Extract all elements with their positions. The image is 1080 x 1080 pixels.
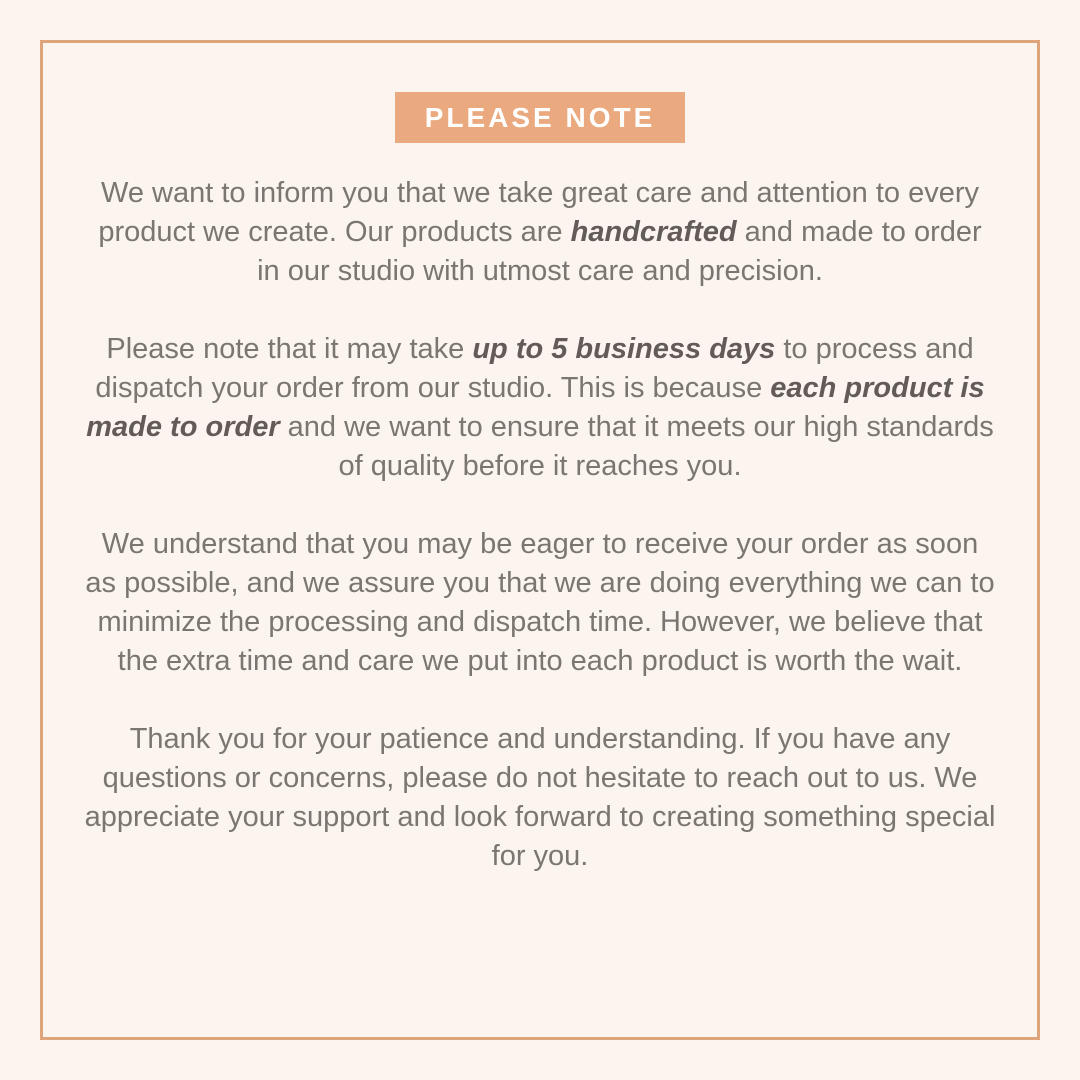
emphasis-text: handcrafted [570,216,737,248]
body-text: We understand that you may be eager to receive your order as soon as possible, and we assure you that we are doing everything we can to minimize the processing and dispatch time. However, we believe that the extra time and care we put into each product is worth the wait. [85,528,995,677]
emphasis-text: up to 5 business days [472,333,776,365]
notice-content [0,92,1080,876]
please-note-badge: PLEASE NOTE [395,92,686,143]
body-text: and made to order in our studio with utmost care and precision. [257,216,982,287]
paragraph [84,174,996,291]
body-text: We want to inform you that we take great care and attention to every product we create. Our products are [98,177,979,248]
body-text: and we want to ensure that it meets our high standards of quality before it reaches you. [279,411,994,482]
body-text: Thank you for your patience and understanding. If you have any questions or concerns, please do not hesitate to reach out to us. We appreciate your support and look forward to creating something special for you. [84,723,996,872]
body-text: to process and dispatch your order from our studio. This is because [95,333,974,404]
paragraph [84,720,996,876]
emphasis-text: each product is made to order [86,372,985,443]
paragraph [84,525,996,681]
body-text: Please note that it may take [106,333,473,365]
notice-body [84,174,996,876]
paragraph [84,330,996,486]
